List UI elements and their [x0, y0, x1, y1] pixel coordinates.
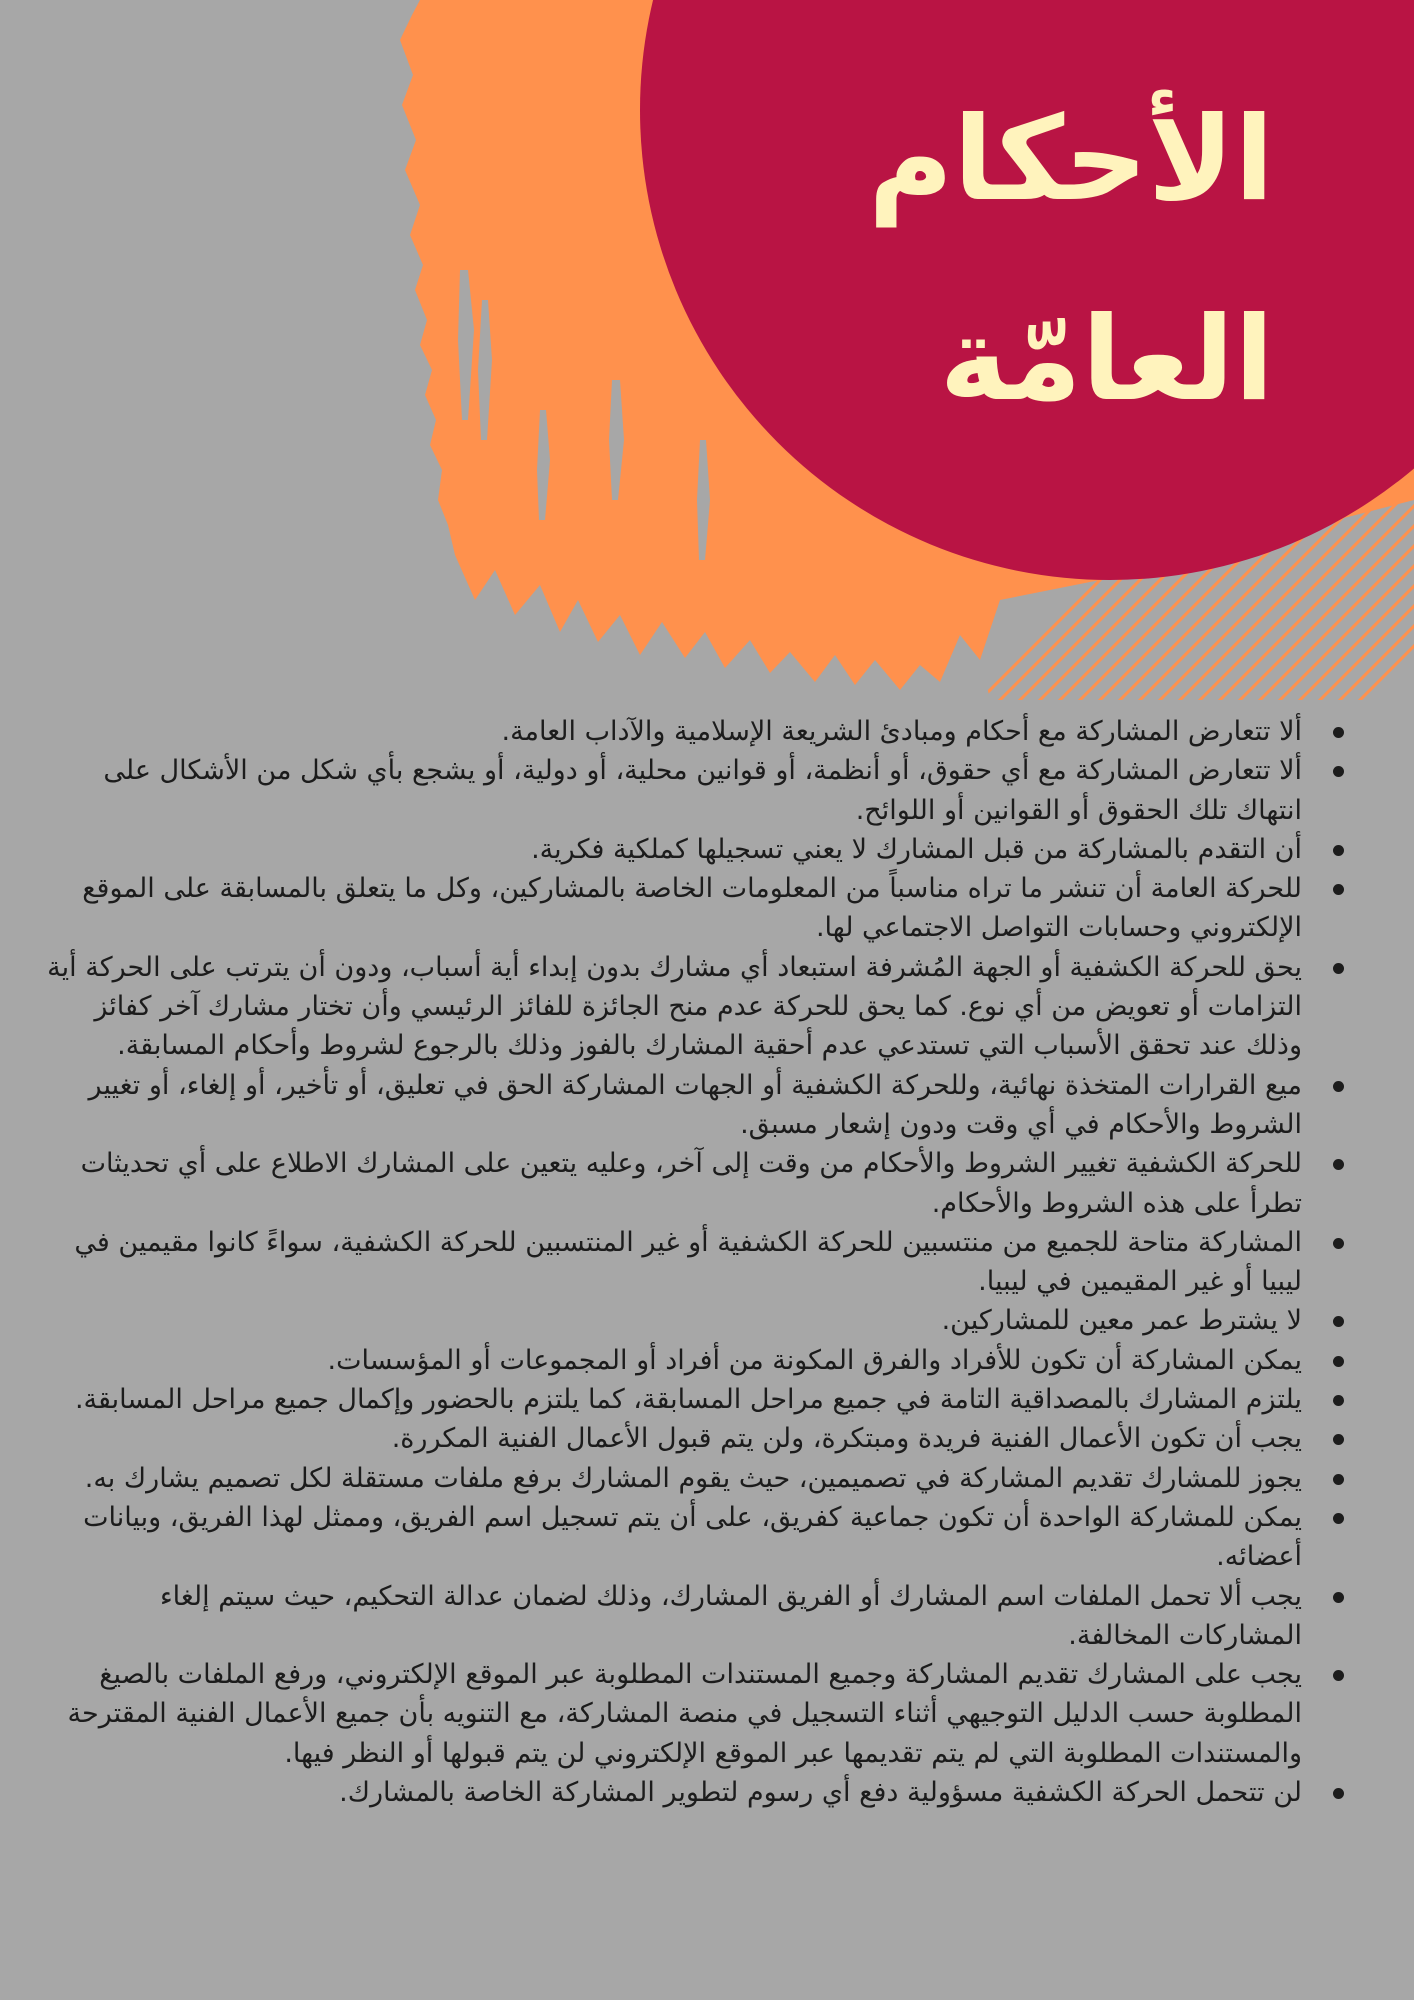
- list-item: ألا تتعارض المشاركة مع أي حقوق، أو أنظمة، أو قوانين محلية، أو دولية، أو يشجع بأي شكل من الأشكال على انتهاك تلك الحقوق أو القوانين أو اللوائح.: [30, 751, 1302, 830]
- list-item: ألا تتعارض المشاركة مع أحكام ومبادئ الشريعة الإسلامية والآداب العامة.: [30, 712, 1302, 751]
- list-item: للحركة العامة أن تنشر ما تراه مناسباً من المعلومات الخاصة بالمشاركين، وكل ما يتعلق بالمسابقة على الموقع الإلكتروني وحسابات التواصل الاجتماعي لها.: [30, 869, 1302, 948]
- list-item: لا يشترط عمر معين للمشاركين.: [30, 1301, 1302, 1340]
- list-item: لن تتحمل الحركة الكشفية مسؤولية دفع أي رسوم لتطوير المشاركة الخاصة بالمشارك.: [30, 1773, 1302, 1812]
- list-item: يمكن للمشاركة الواحدة أن تكون جماعية كفريق، على أن يتم تسجيل اسم الفريق، وممثل لهذا الفريق، وبيانات أعضائه.: [30, 1498, 1302, 1577]
- title-line-1: الأحكام: [868, 92, 1274, 227]
- list-item: يلتزم المشارك بالمصداقية التامة في جميع مراحل المسابقة، كما يلتزم بالحضور وإكمال جميع مراحل المسابقة.: [30, 1380, 1302, 1419]
- list-item: يجوز للمشارك تقديم المشاركة في تصميمين، حيث يقوم المشارك برفع ملفات مستقلة لكل تصميم يشارك به.: [30, 1459, 1302, 1498]
- list-item: يجب أن تكون الأعمال الفنية فريدة ومبتكرة، ولن يتم قبول الأعمال الفنية المكررة.: [30, 1419, 1302, 1458]
- rules-list: [30, 712, 1358, 1812]
- page-title: [574, 60, 1274, 460]
- list-item: يحق للحركة الكشفية أو الجهة المُشرفة استبعاد أي مشارك بدون إبداء أية أسباب، ودون أن يترتب على الحركة أية التزامات أو تعويض من أي نوع. كما يحق للحركة عدم منح الجائزة للفائز الرئيسي وأن تختار مشارك آخر كفائز وذلك عند تحقق الأسباب التي تستدعي عدم أحقية المشارك بالفوز وذلك بالرجوع لشروط وأحكام المسابقة.: [30, 948, 1302, 1066]
- list-item: يمكن المشاركة أن تكون للأفراد والفرق المكونة من أفراد أو المجموعات أو المؤسسات.: [30, 1341, 1302, 1380]
- list-item: يجب ألا تحمل الملفات اسم المشارك أو الفريق المشارك، وذلك لضمان عدالة التحكيم، حيث سيتم إلغاء المشاركات المخالفة.: [30, 1577, 1302, 1656]
- list-item: للحركة الكشفية تغيير الشروط والأحكام من وقت إلى آخر، وعليه يتعين على المشارك الاطلاع على أي تحديثات تطرأ على هذه الشروط والأحكام.: [30, 1144, 1302, 1223]
- list-item: المشاركة متاحة للجميع من منتسبين للحركة الكشفية أو غير المنتسبين للحركة الكشفية، سواءً كانوا مقيمين في ليبيا أو غير المقيمين في ليبيا.: [30, 1223, 1302, 1302]
- title-line-2: العامّة: [939, 292, 1274, 427]
- list-item: يجب على المشارك تقديم المشاركة وجميع المستندات المطلوبة عبر الموقع الإلكتروني، ورفع الملفات بالصيغ المطلوبة حسب الدليل التوجيهي أثناء التسجيل في منصة المشاركة، مع التنويه بأن جميع الأعمال الفنية المقترحة والمستندات المطلوبة التي لم يتم تقديمها عبر الموقع الإلكتروني لن يتم قبولها أو النظر فيها.: [30, 1655, 1302, 1773]
- list-item: أن التقدم بالمشاركة من قبل المشارك لا يعني تسجيلها كملكية فكرية.: [30, 830, 1302, 869]
- list-item: ميع القرارات المتخذة نهائية، وللحركة الكشفية أو الجهات المشاركة الحق في تعليق، أو تأخير، أو إلغاء، أو تغيير الشروط والأحكام في أي وقت ودون إشعار مسبق.: [30, 1066, 1302, 1145]
